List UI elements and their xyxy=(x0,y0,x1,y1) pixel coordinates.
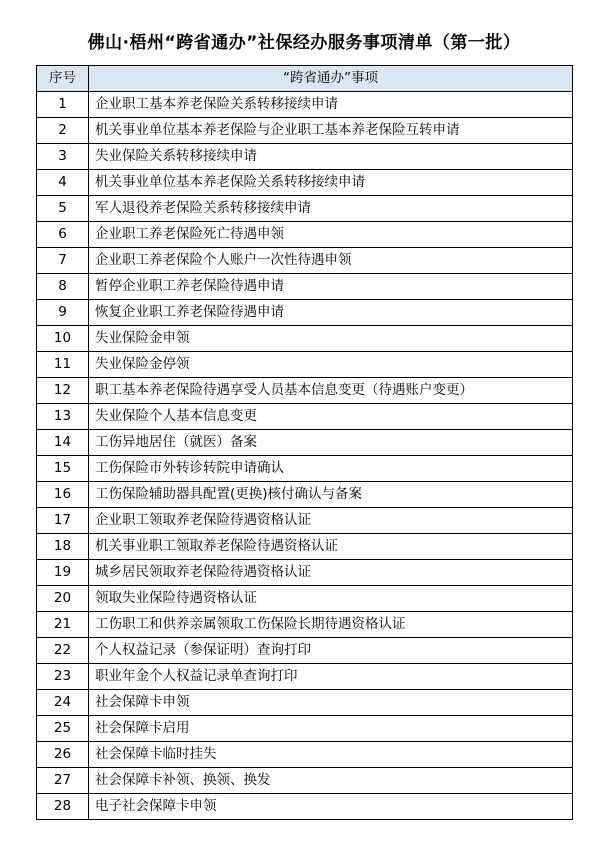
row-item-text: 失业保险关系转移接续申请 xyxy=(89,144,573,170)
row-item-text: 失业保险金停领 xyxy=(89,352,573,378)
table-row xyxy=(37,378,573,404)
table-row xyxy=(37,586,573,612)
row-index: 14 xyxy=(37,430,89,456)
row-index: 13 xyxy=(37,404,89,430)
row-item-text: 工伤异地居住（就医）备案 xyxy=(89,430,573,456)
table-row xyxy=(37,300,573,326)
table-row xyxy=(37,196,573,222)
table-row xyxy=(37,664,573,690)
table-row xyxy=(37,456,573,482)
row-item-text: 企业职工基本养老保险关系转移接续申请 xyxy=(89,92,573,118)
row-item-text: 军人退役养老保险关系转移接续申请 xyxy=(89,196,573,222)
table-row xyxy=(37,352,573,378)
row-item-text: 工伤保险市外转诊转院申请确认 xyxy=(89,456,573,482)
table-row xyxy=(37,690,573,716)
table-row xyxy=(37,638,573,664)
table-row xyxy=(37,482,573,508)
column-header-index: 序号 xyxy=(37,66,89,92)
row-index: 24 xyxy=(37,690,89,716)
table-header-row xyxy=(37,66,573,92)
table-row xyxy=(37,170,573,196)
row-item-text: 职工基本养老保险待遇享受人员基本信息变更（待遇账户变更） xyxy=(89,378,573,404)
row-index: 25 xyxy=(37,716,89,742)
table-row xyxy=(37,560,573,586)
row-index: 17 xyxy=(37,508,89,534)
table-row xyxy=(37,508,573,534)
row-index: 19 xyxy=(37,560,89,586)
row-index: 26 xyxy=(37,742,89,768)
row-index: 28 xyxy=(37,794,89,820)
row-index: 10 xyxy=(37,326,89,352)
row-index: 12 xyxy=(37,378,89,404)
row-item-text: 城乡居民领取养老保险待遇资格认证 xyxy=(89,560,573,586)
table-row xyxy=(37,768,573,794)
row-index: 1 xyxy=(37,92,89,118)
row-index: 11 xyxy=(37,352,89,378)
table-row xyxy=(37,118,573,144)
row-item-text: 机关事业单位基本养老保险与企业职工基本养老保险互转申请 xyxy=(89,118,573,144)
row-index: 16 xyxy=(37,482,89,508)
row-index: 18 xyxy=(37,534,89,560)
row-item-text: 社会保障卡临时挂失 xyxy=(89,742,573,768)
row-item-text: 工伤职工和供养亲属领取工伤保险长期待遇资格认证 xyxy=(89,612,573,638)
row-index: 20 xyxy=(37,586,89,612)
table-row xyxy=(37,742,573,768)
row-index: 9 xyxy=(37,300,89,326)
row-item-text: 电子社会保障卡申领 xyxy=(89,794,573,820)
row-item-text: 领取失业保险待遇资格认证 xyxy=(89,586,573,612)
table-row xyxy=(37,716,573,742)
row-item-text: 暂停企业职工养老保险待遇申请 xyxy=(89,274,573,300)
row-item-text: 社会保障卡启用 xyxy=(89,716,573,742)
row-item-text: 职业年金个人权益记录单查询打印 xyxy=(89,664,573,690)
table-row xyxy=(37,404,573,430)
row-item-text: 社会保障卡补领、换领、换发 xyxy=(89,768,573,794)
document-title: 佛山·梧州“跨省通办”社保经办服务事项清单（第一批） xyxy=(87,33,521,53)
row-index: 15 xyxy=(37,456,89,482)
row-item-text: 机关事业职工领取养老保险待遇资格认证 xyxy=(89,534,573,560)
row-index: 3 xyxy=(37,144,89,170)
row-item-text: 失业保险金申领 xyxy=(89,326,573,352)
table-row xyxy=(37,612,573,638)
row-item-text: 恢复企业职工养老保险待遇申请 xyxy=(89,300,573,326)
table-header xyxy=(37,66,573,92)
table-row xyxy=(37,248,573,274)
row-index: 7 xyxy=(37,248,89,274)
row-index: 27 xyxy=(37,768,89,794)
row-item-text: 社会保障卡申领 xyxy=(89,690,573,716)
row-item-text: 失业保险个人基本信息变更 xyxy=(89,404,573,430)
row-index: 6 xyxy=(37,222,89,248)
table-row xyxy=(37,274,573,300)
row-item-text: 企业职工养老保险个人账户一次性待遇申领 xyxy=(89,248,573,274)
row-item-text: 企业职工养老保险死亡待遇申领 xyxy=(89,222,573,248)
row-index: 4 xyxy=(37,170,89,196)
row-index: 21 xyxy=(37,612,89,638)
column-header-item: “跨省通办”事项 xyxy=(89,66,573,92)
table-row xyxy=(37,794,573,820)
table-row xyxy=(37,326,573,352)
row-item-text: 个人权益记录（参保证明）查询打印 xyxy=(89,638,573,664)
table-row xyxy=(37,92,573,118)
row-index: 2 xyxy=(37,118,89,144)
row-item-text: 机关事业单位基本养老保险关系转移接续申请 xyxy=(89,170,573,196)
row-item-text: 企业职工领取养老保险待遇资格认证 xyxy=(89,508,573,534)
row-index: 5 xyxy=(37,196,89,222)
row-index: 23 xyxy=(37,664,89,690)
table-row xyxy=(37,430,573,456)
service-items-table xyxy=(36,65,573,820)
table-row xyxy=(37,534,573,560)
row-index: 8 xyxy=(37,274,89,300)
row-index: 22 xyxy=(37,638,89,664)
table-body xyxy=(37,92,573,820)
table-row xyxy=(37,222,573,248)
row-item-text: 工伤保险辅助器具配置(更换)核付确认与备案 xyxy=(89,482,573,508)
table-row xyxy=(37,144,573,170)
